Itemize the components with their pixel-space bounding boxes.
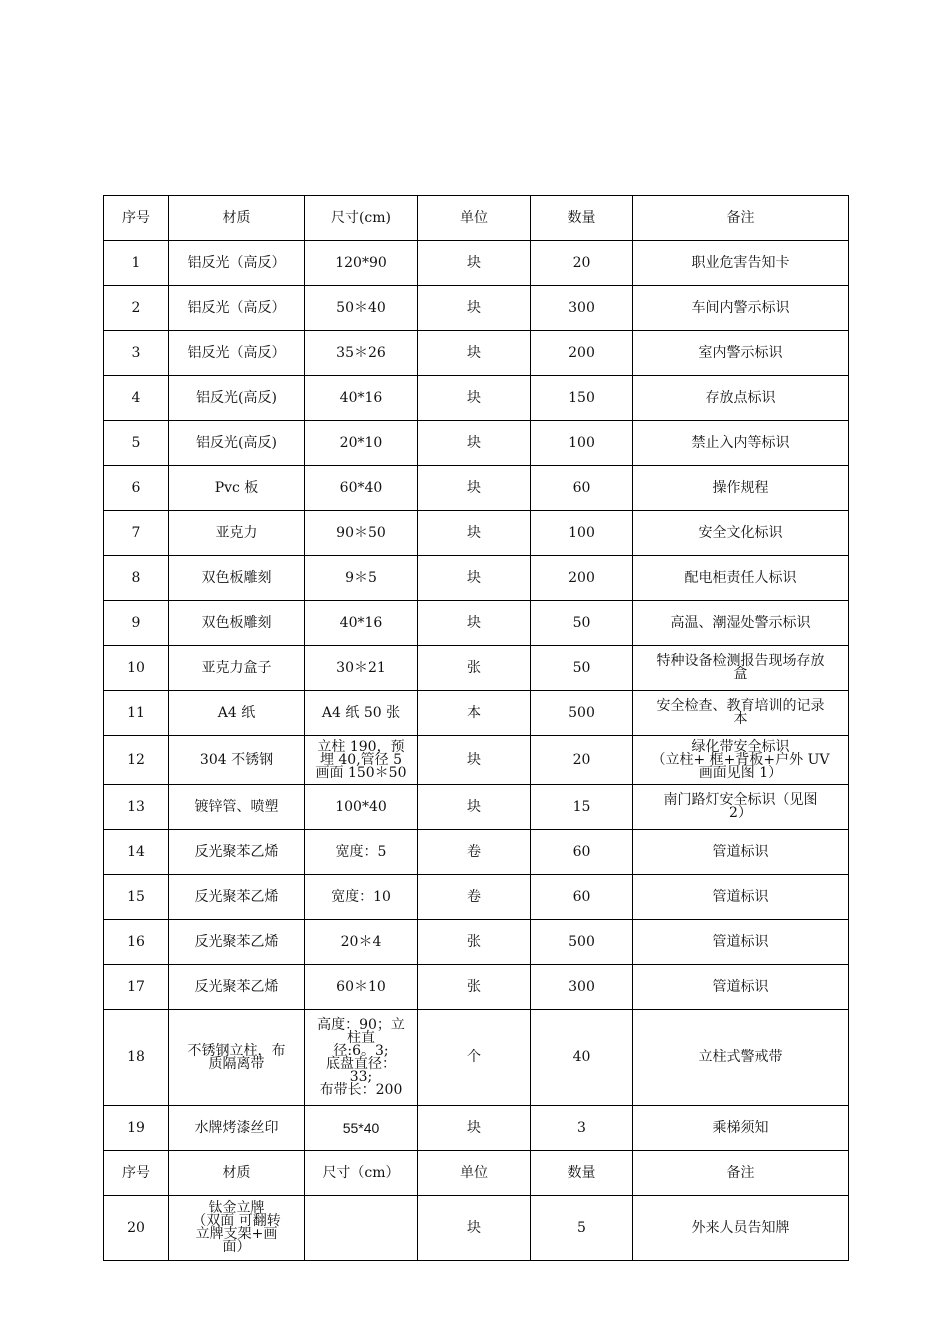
table-row bbox=[104, 511, 849, 556]
row-size: 20＊4 bbox=[305, 920, 418, 965]
header-row bbox=[104, 196, 849, 241]
header-material: 材质 bbox=[169, 196, 305, 241]
row-no: 14 bbox=[104, 830, 169, 875]
row-size: 40*16 bbox=[305, 376, 418, 421]
header-unit: 单位 bbox=[418, 1151, 531, 1196]
row-note: 乘梯须知 bbox=[633, 1106, 849, 1151]
table-row bbox=[104, 1106, 849, 1151]
row-size: 90＊50 bbox=[305, 511, 418, 556]
row-material: 铝反光(高反) bbox=[169, 421, 305, 466]
row-unit: 块 bbox=[418, 421, 531, 466]
row-size: 120*90 bbox=[305, 241, 418, 286]
row-no: 11 bbox=[104, 691, 169, 736]
row-no: 9 bbox=[104, 601, 169, 646]
row-no: 1 bbox=[104, 241, 169, 286]
row-material: 反光聚苯乙烯 bbox=[169, 830, 305, 875]
row-size: 高度：90；立 柱直 径:6。3; 底盘直径： 33; 布带长：200 bbox=[305, 1010, 418, 1106]
row-no: 20 bbox=[104, 1196, 169, 1261]
header-qty: 数量 bbox=[531, 1151, 633, 1196]
row-material: 不锈钢立柱，布 质隔离带 bbox=[169, 1010, 305, 1106]
header-qty: 数量 bbox=[531, 196, 633, 241]
row-size bbox=[305, 1196, 418, 1261]
header-size: 尺寸（cm） bbox=[305, 1151, 418, 1196]
row-note: 管道标识 bbox=[633, 875, 849, 920]
row-unit: 块 bbox=[418, 785, 531, 830]
row-material: 镀锌管、喷塑 bbox=[169, 785, 305, 830]
row-no: 3 bbox=[104, 331, 169, 376]
row-no: 7 bbox=[104, 511, 169, 556]
row-qty: 50 bbox=[531, 601, 633, 646]
row-qty: 15 bbox=[531, 785, 633, 830]
row-note: 绿化带安全标识 （立柱+ 框+背板+户外 UV 画面见图 1） bbox=[633, 736, 849, 785]
row-size: 宽度：5 bbox=[305, 830, 418, 875]
row-note: 立柱式警戒带 bbox=[633, 1010, 849, 1106]
row-note: 管道标识 bbox=[633, 965, 849, 1010]
row-unit: 块 bbox=[418, 736, 531, 785]
header-no: 序号 bbox=[104, 1151, 169, 1196]
row-size: 宽度：10 bbox=[305, 875, 418, 920]
row-size: 立柱 190，预 埋 40,管径 5 画面 150＊50 bbox=[305, 736, 418, 785]
row-material: 双色板雕刻 bbox=[169, 556, 305, 601]
row-note: 南门路灯安全标识（见图 2） bbox=[633, 785, 849, 830]
row-qty: 200 bbox=[531, 556, 633, 601]
row-qty: 60 bbox=[531, 830, 633, 875]
row-unit: 块 bbox=[418, 511, 531, 556]
row-size: 30＊21 bbox=[305, 646, 418, 691]
table-row bbox=[104, 466, 849, 511]
row-qty: 500 bbox=[531, 691, 633, 736]
row-no: 4 bbox=[104, 376, 169, 421]
row-no: 5 bbox=[104, 421, 169, 466]
row-no: 17 bbox=[104, 965, 169, 1010]
row-note: 操作规程 bbox=[633, 466, 849, 511]
row-note: 管道标识 bbox=[633, 830, 849, 875]
header-note: 备注 bbox=[633, 196, 849, 241]
row-no: 15 bbox=[104, 875, 169, 920]
row-qty: 5 bbox=[531, 1196, 633, 1261]
row-qty: 150 bbox=[531, 376, 633, 421]
table-row bbox=[104, 421, 849, 466]
row-qty: 500 bbox=[531, 920, 633, 965]
row-size: 60＊10 bbox=[305, 965, 418, 1010]
table-row bbox=[104, 830, 849, 875]
row-qty: 200 bbox=[531, 331, 633, 376]
table-row bbox=[104, 736, 849, 785]
row-material: 亚克力盒子 bbox=[169, 646, 305, 691]
row-material: 铝反光(高反) bbox=[169, 376, 305, 421]
row-unit: 块 bbox=[418, 286, 531, 331]
row-size: 60*40 bbox=[305, 466, 418, 511]
table-row bbox=[104, 920, 849, 965]
row-unit: 块 bbox=[418, 556, 531, 601]
row-note: 安全检查、教育培训的记录 本 bbox=[633, 691, 849, 736]
row-note: 职业危害告知卡 bbox=[633, 241, 849, 286]
row-no: 6 bbox=[104, 466, 169, 511]
table-row bbox=[104, 1196, 849, 1261]
table-row bbox=[104, 646, 849, 691]
row-no: 13 bbox=[104, 785, 169, 830]
row-unit: 块 bbox=[418, 1106, 531, 1151]
row-unit: 块 bbox=[418, 241, 531, 286]
row-unit: 块 bbox=[418, 601, 531, 646]
row-note: 管道标识 bbox=[633, 920, 849, 965]
row-unit: 块 bbox=[418, 376, 531, 421]
row-note: 车间内警示标识 bbox=[633, 286, 849, 331]
row-unit: 个 bbox=[418, 1010, 531, 1106]
row-unit: 张 bbox=[418, 920, 531, 965]
row-qty: 100 bbox=[531, 421, 633, 466]
row-no: 18 bbox=[104, 1010, 169, 1106]
table-row bbox=[104, 286, 849, 331]
row-qty: 20 bbox=[531, 736, 633, 785]
row-unit: 张 bbox=[418, 646, 531, 691]
row-material: A4 纸 bbox=[169, 691, 305, 736]
row-unit: 卷 bbox=[418, 830, 531, 875]
row-material: 反光聚苯乙烯 bbox=[169, 920, 305, 965]
row-note: 禁止入内等标识 bbox=[633, 421, 849, 466]
row-unit: 块 bbox=[418, 1196, 531, 1261]
table-row bbox=[104, 1010, 849, 1106]
row-material: 亚克力 bbox=[169, 511, 305, 556]
row-qty: 20 bbox=[531, 241, 633, 286]
materials-table bbox=[103, 195, 849, 1261]
row-unit: 块 bbox=[418, 466, 531, 511]
row-note: 室内警示标识 bbox=[633, 331, 849, 376]
header-unit: 单位 bbox=[418, 196, 531, 241]
table-row bbox=[104, 601, 849, 646]
row-note: 存放点标识 bbox=[633, 376, 849, 421]
header-note: 备注 bbox=[633, 1151, 849, 1196]
table-row bbox=[104, 376, 849, 421]
row-unit: 卷 bbox=[418, 875, 531, 920]
row-size: 55*40 bbox=[305, 1106, 418, 1151]
row-size: 40*16 bbox=[305, 601, 418, 646]
row-material: 钛金立牌 （双面 可翻转 立牌支架+画 面） bbox=[169, 1196, 305, 1261]
row-material: 双色板雕刻 bbox=[169, 601, 305, 646]
table-row bbox=[104, 965, 849, 1010]
row-material: Pvc 板 bbox=[169, 466, 305, 511]
table-row bbox=[104, 241, 849, 286]
row-size: A4 纸 50 张 bbox=[305, 691, 418, 736]
row-material: 铝反光（高反） bbox=[169, 241, 305, 286]
header-size: 尺寸(cm) bbox=[305, 196, 418, 241]
row-qty: 40 bbox=[531, 1010, 633, 1106]
row-qty: 300 bbox=[531, 286, 633, 331]
row-note: 特种设备检测报告现场存放 盒 bbox=[633, 646, 849, 691]
row-material: 水牌烤漆丝印 bbox=[169, 1106, 305, 1151]
table-row bbox=[104, 691, 849, 736]
row-unit: 本 bbox=[418, 691, 531, 736]
row-no: 10 bbox=[104, 646, 169, 691]
table-row bbox=[104, 785, 849, 830]
header-material: 材质 bbox=[169, 1151, 305, 1196]
header-row-repeat bbox=[104, 1151, 849, 1196]
row-no: 2 bbox=[104, 286, 169, 331]
row-material: 304 不锈钢 bbox=[169, 736, 305, 785]
row-qty: 60 bbox=[531, 466, 633, 511]
row-no: 12 bbox=[104, 736, 169, 785]
row-unit: 张 bbox=[418, 965, 531, 1010]
row-no: 8 bbox=[104, 556, 169, 601]
row-size: 50＊40 bbox=[305, 286, 418, 331]
row-qty: 300 bbox=[531, 965, 633, 1010]
row-material: 铝反光（高反） bbox=[169, 286, 305, 331]
row-size: 20*10 bbox=[305, 421, 418, 466]
header-no: 序号 bbox=[104, 196, 169, 241]
row-qty: 100 bbox=[531, 511, 633, 556]
row-no: 16 bbox=[104, 920, 169, 965]
row-qty: 3 bbox=[531, 1106, 633, 1151]
table-row bbox=[104, 556, 849, 601]
row-note: 高温、潮湿处警示标识 bbox=[633, 601, 849, 646]
row-qty: 60 bbox=[531, 875, 633, 920]
row-no: 19 bbox=[104, 1106, 169, 1151]
table-row bbox=[104, 331, 849, 376]
row-note: 安全文化标识 bbox=[633, 511, 849, 556]
row-size: 100*40 bbox=[305, 785, 418, 830]
row-unit: 块 bbox=[418, 331, 531, 376]
row-material: 铝反光（高反） bbox=[169, 331, 305, 376]
row-size: 9＊5 bbox=[305, 556, 418, 601]
table-row bbox=[104, 875, 849, 920]
row-qty: 50 bbox=[531, 646, 633, 691]
row-size: 35＊26 bbox=[305, 331, 418, 376]
row-note: 外来人员告知牌 bbox=[633, 1196, 849, 1261]
row-material: 反光聚苯乙烯 bbox=[169, 875, 305, 920]
row-material: 反光聚苯乙烯 bbox=[169, 965, 305, 1010]
row-note: 配电柜责任人标识 bbox=[633, 556, 849, 601]
